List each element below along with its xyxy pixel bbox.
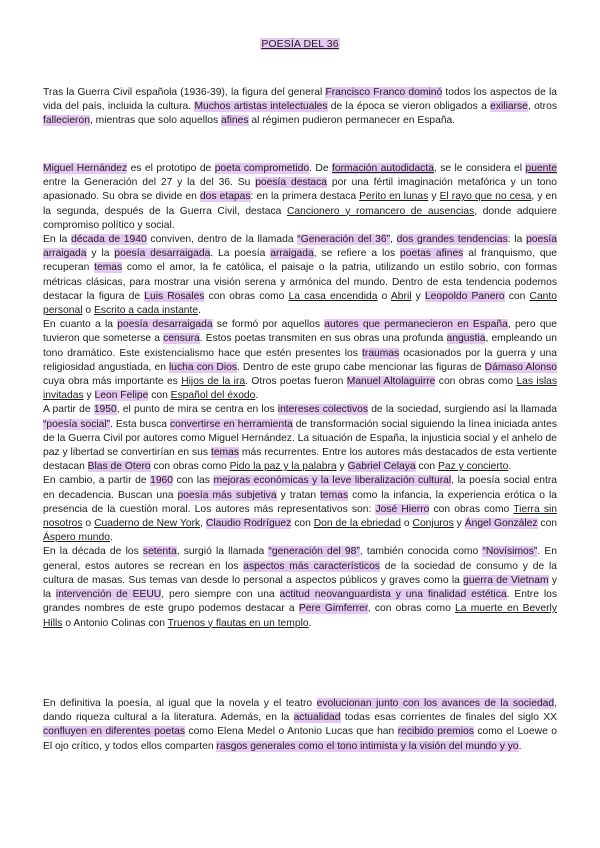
text-span: . Otros poetas fueron	[245, 376, 347, 388]
text-span: y	[83, 390, 95, 402]
highlighted-text: puente	[525, 163, 557, 174]
text-span: entre la Generación del 27 y la del 36. Su	[43, 177, 256, 189]
highlighted-text: poetas afines	[400, 248, 464, 260]
text-span: todas esas corrientes de finales del siglo XX	[340, 712, 557, 724]
text-span: En cuanto a la	[43, 319, 118, 331]
text-span: En cambio, a partir de	[43, 475, 151, 487]
highlighted-text: poesía más subjetiva	[177, 489, 277, 501]
underlined-title: Las islas invitadas	[43, 376, 558, 402]
highlighted-text: formación autodidacta	[332, 163, 434, 174]
text-span: de la época se vieron obligados a	[327, 101, 491, 113]
text-span: , surgió la llamada	[176, 546, 269, 558]
text-span: , otros	[527, 101, 557, 113]
underlined-title: Hijos de la ira	[181, 376, 246, 388]
text-span: con	[537, 518, 558, 530]
highlighted-text: intereses colectivos	[277, 404, 368, 416]
underlined-title: Español del éxodo	[170, 390, 256, 402]
text-span: y	[411, 290, 425, 302]
underlined-title: Cancionero y romancero de ausencias	[286, 205, 475, 217]
highlighted-text: “Novísimos”	[482, 546, 538, 558]
text-span: cuya obra más importante es	[43, 376, 182, 388]
highlighted-text: aspectos más característicos	[243, 560, 380, 572]
underlined-title: Pido la paz y la palabra	[229, 461, 337, 473]
highlighted-text: intervención de EEUU	[55, 589, 162, 601]
text-span: se formó por aquellos	[212, 319, 325, 331]
text-span: o	[82, 305, 94, 317]
text-span: , pero siempre con una	[161, 589, 280, 601]
page-title	[0, 38, 600, 50]
highlighted-text: Leon Felipe	[94, 390, 149, 402]
highlighted-text: temas	[94, 262, 123, 274]
text-span: . Entre los grandes nombres de este grupo podemos destacar a	[43, 589, 557, 615]
text-span: , mientras que solo aquellos	[89, 115, 222, 127]
highlighted-text: Dámaso Alonso	[484, 361, 557, 373]
underlined-title: Canto personal	[43, 290, 557, 317]
underlined-title: Conjuros	[412, 518, 454, 530]
text-span: al franquismo, que recuperan	[43, 248, 558, 274]
highlighted-text: Blas de Otero	[87, 461, 151, 473]
highlighted-text: 1950	[93, 404, 117, 416]
text-span: , pero que tuvieron que someterse a	[43, 319, 557, 345]
highlighted-text: dos etapas	[199, 191, 251, 203]
text-span: , y en la segunda, después de la Guerra Civil, destaca	[43, 191, 557, 217]
highlighted-text: Gabriel Celaya	[347, 461, 416, 473]
text-span: : en la primera destaca	[250, 191, 360, 203]
highlighted-text: “Generación del 36”	[297, 234, 391, 246]
highlighted-text: Leopoldo Panero	[424, 290, 505, 302]
highlighted-text: Ángel González	[464, 518, 538, 530]
text-span: .	[109, 532, 113, 544]
text-span: , también conocida como	[359, 546, 483, 558]
underlined-title: Abril	[390, 290, 412, 302]
text-span: y	[428, 191, 440, 203]
highlighted-text: recibido premios	[397, 726, 474, 738]
text-span: , el punto de mira se centra en los	[116, 404, 278, 416]
underlined-title: Paz y concierto	[437, 461, 509, 473]
highlighted-text: Francisco Franco dominó	[325, 87, 443, 98]
text-span: Tras la Guerra Civil española (1936-39), la figura del general	[43, 87, 326, 98]
highlighted-text: guerra de Vietnam	[463, 574, 549, 586]
text-span: ,	[390, 234, 397, 246]
text-span: y la	[86, 248, 115, 260]
text-span: . Esta busca	[110, 418, 170, 430]
text-span: ocasionados por la guerra y una religiosidad angustiada, en	[43, 347, 557, 373]
text-span: , se refiere a los	[313, 248, 401, 260]
text-span: con	[415, 461, 438, 473]
highlighted-text: temas	[320, 489, 349, 501]
text-span: . Estos poetas transmiten en sus obras una profunda	[199, 333, 447, 345]
underlined-title: La casa encendida	[288, 290, 378, 302]
highlighted-text: “poesía social”	[43, 418, 111, 430]
text-span: , se le considera el	[433, 163, 526, 174]
highlighted-text: José Hierro	[375, 503, 430, 515]
text-span: como el Loewe o El ojo crítico, y todos ellos comparten	[43, 726, 557, 752]
highlighted-text: poesía arraigada	[43, 234, 557, 260]
text-span: o	[400, 518, 413, 530]
text-span: y	[336, 461, 348, 473]
highlighted-text: Claudio Rodríguez	[205, 518, 292, 530]
highlighted-text: Pere Gimferrer	[298, 603, 368, 615]
underlined-title: Áspero mundo	[43, 532, 110, 544]
text-span: es el prototipo de	[127, 163, 215, 174]
highlighted-text: “generación del 98”	[268, 546, 360, 558]
text-span: con	[504, 290, 530, 302]
highlighted-text: poesía destaca	[255, 177, 328, 189]
text-span: y la	[43, 574, 557, 601]
highlighted-text: rasgos generales como el tono intimista y la visión del mundo y yo	[216, 740, 519, 752]
text-span: o Antonio Colinas con	[62, 617, 168, 629]
text-span: A partir de	[43, 404, 94, 416]
text-span: . La poesía	[210, 248, 271, 260]
highlighted-text: 1960	[150, 475, 174, 487]
text-span: : la	[507, 234, 527, 246]
highlighted-text: Manuel Altolaguirre	[346, 376, 436, 388]
text-span: como el amor, la fe católica, el paisaje o la patria, utilizando un estilo sobrio, con formas métricas clásicas, para mostrar una visión serena y armónica del mundo. Dentro de esta tendencia podemos destacar la figura de	[43, 262, 557, 302]
highlighted-text: poesía desarraigada	[117, 319, 213, 331]
text-span: con obras como	[204, 290, 289, 302]
text-span: como la infancia, la experiencia erótica o la presencia de la cuestión moral. Los autores más representativos son:	[43, 489, 558, 515]
text-span: En definitiva la poesía, al igual que la novela y el teatro	[43, 698, 317, 709]
highlighted-text: confluyen en diferentes poetas	[43, 726, 186, 738]
text-span: con	[148, 390, 171, 402]
text-span: En la década de los	[43, 546, 143, 558]
text-span: .	[518, 740, 522, 752]
text-span: , donde adquiere compromiso político y social.	[43, 205, 557, 231]
text-span: , la poesía social entra en decadencia. Buscan una	[43, 475, 557, 501]
text-span: con	[291, 518, 314, 530]
text-span: , dando riqueza cultural a la literatura. Además, en la	[43, 698, 557, 724]
text-span: o	[82, 518, 95, 530]
highlighted-text: década de 1940	[71, 234, 147, 246]
text-span: o	[377, 290, 391, 302]
underlined-title: Escrito a cada instante	[93, 305, 199, 317]
underlined-title: Don de la ebriedad	[313, 518, 401, 530]
decada-1940-paragraph	[43, 233, 557, 318]
text-span: por una fértil imaginación metafórica y un tono apasionado. Su obra se divide en	[43, 177, 557, 203]
text-span: de la sociedad, surgiendo así la llamada	[368, 404, 557, 416]
highlighted-text: afines	[221, 115, 249, 127]
text-span: con obras como	[435, 376, 517, 388]
text-span: .	[308, 617, 312, 629]
text-span: , empleando un tono dramático. Este existencialismo hace que estén presentes los	[43, 333, 557, 359]
highlighted-text: traumas	[362, 347, 400, 359]
underlined-title: Cuaderno de New York	[94, 518, 201, 530]
text-span: conviven, dentro de la llamada	[146, 234, 298, 246]
text-span: .	[508, 461, 512, 473]
text-span: al régimen pudieron permanecer en España.	[248, 115, 456, 127]
text-span: de la sociedad de consumo y de la cultura de masas. Sus temas van desde lo personal a aspectos públicos y graves como la	[43, 560, 557, 586]
conclusion-paragraph	[43, 697, 557, 754]
text-span: con obras como	[429, 503, 514, 515]
underlined-title: La muerte en Beverly Hills	[43, 603, 557, 629]
title-text: POESÍA DEL 36	[261, 38, 339, 50]
text-span: y	[453, 518, 465, 530]
underlined-title: El rayo que no cesa	[439, 191, 532, 203]
text-span: .	[198, 305, 201, 317]
highlighted-text: dos grandes tendencias	[396, 234, 508, 246]
text-span: todos los aspectos de la vida del país, incluida la cultura.	[43, 87, 558, 113]
text-span: En la	[43, 234, 72, 246]
text-span: . Dentro de este grupo cabe mencionar las figuras de	[236, 361, 485, 373]
highlighted-text: Luis Rosales	[144, 290, 205, 302]
text-span: con obras como	[150, 461, 230, 473]
text-span: ,	[200, 518, 206, 530]
poesia-desarraigada-paragraph	[43, 318, 557, 403]
poesia-social-paragraph	[43, 403, 557, 474]
highlighted-text: autores que permanecieron en España	[324, 319, 508, 331]
underlined-title: Tierra sin nosotros	[43, 503, 557, 530]
text-span: . De	[309, 163, 333, 174]
highlighted-text: mejoras económicas y la leve liberalización cultural	[213, 475, 452, 487]
highlighted-text: setenta	[142, 546, 177, 558]
highlighted-text: arraigada	[270, 248, 314, 260]
highlighted-text: angustia	[446, 333, 486, 345]
decada-setenta-paragraph	[43, 545, 557, 630]
highlighted-text: evolucionan junto con los avances de la sociedad	[316, 698, 555, 709]
highlighted-text: fallecieron	[43, 115, 90, 127]
intro-paragraph	[43, 86, 557, 129]
highlighted-text: actitud neovanguardista y una finalidad estética	[279, 589, 507, 601]
highlighted-text: poesía desarraigada	[114, 248, 211, 260]
decada-1960-paragraph	[43, 474, 557, 545]
underlined-title: Truenos y flautas en un templo	[167, 617, 309, 629]
highlighted-text: Miguel Hernández	[43, 163, 128, 174]
highlighted-text: Muchos artistas intelectuales	[194, 101, 328, 113]
text-span: con las	[173, 475, 214, 487]
highlighted-text: lucha con Dios	[169, 361, 237, 373]
text-span: . En general, estos autores se recrean en los	[43, 546, 557, 572]
text-span: más recurrentes. Entre los autores más destacados de esta vertiente destacan	[43, 447, 557, 473]
highlighted-text: censura	[163, 333, 200, 345]
text-span: , con obras como	[367, 603, 456, 615]
body-text	[43, 162, 557, 631]
highlighted-text: poeta comprometido	[214, 163, 310, 174]
text-span: como Elena Medel o Antonio Lucas que han	[185, 726, 398, 738]
underlined-title: Perito en lunas	[359, 191, 429, 203]
highlighted-text: convertirse en herramienta	[169, 418, 293, 430]
miguel-hernandez-paragraph	[43, 162, 557, 233]
text-span: y tratan	[276, 489, 321, 501]
highlighted-text: exiliarse	[490, 101, 528, 113]
highlighted-text: actualidad	[293, 712, 341, 724]
highlighted-text: temas	[210, 447, 239, 459]
text-span: .	[255, 390, 259, 402]
text-span: de transformación social siguiendo la línea iniciada antes de la Guerra Civil por autores como Miguel Hernández. La situación de España, la injusticia social y el anhelo de paz y libertad se convertirían en sus	[43, 418, 557, 459]
